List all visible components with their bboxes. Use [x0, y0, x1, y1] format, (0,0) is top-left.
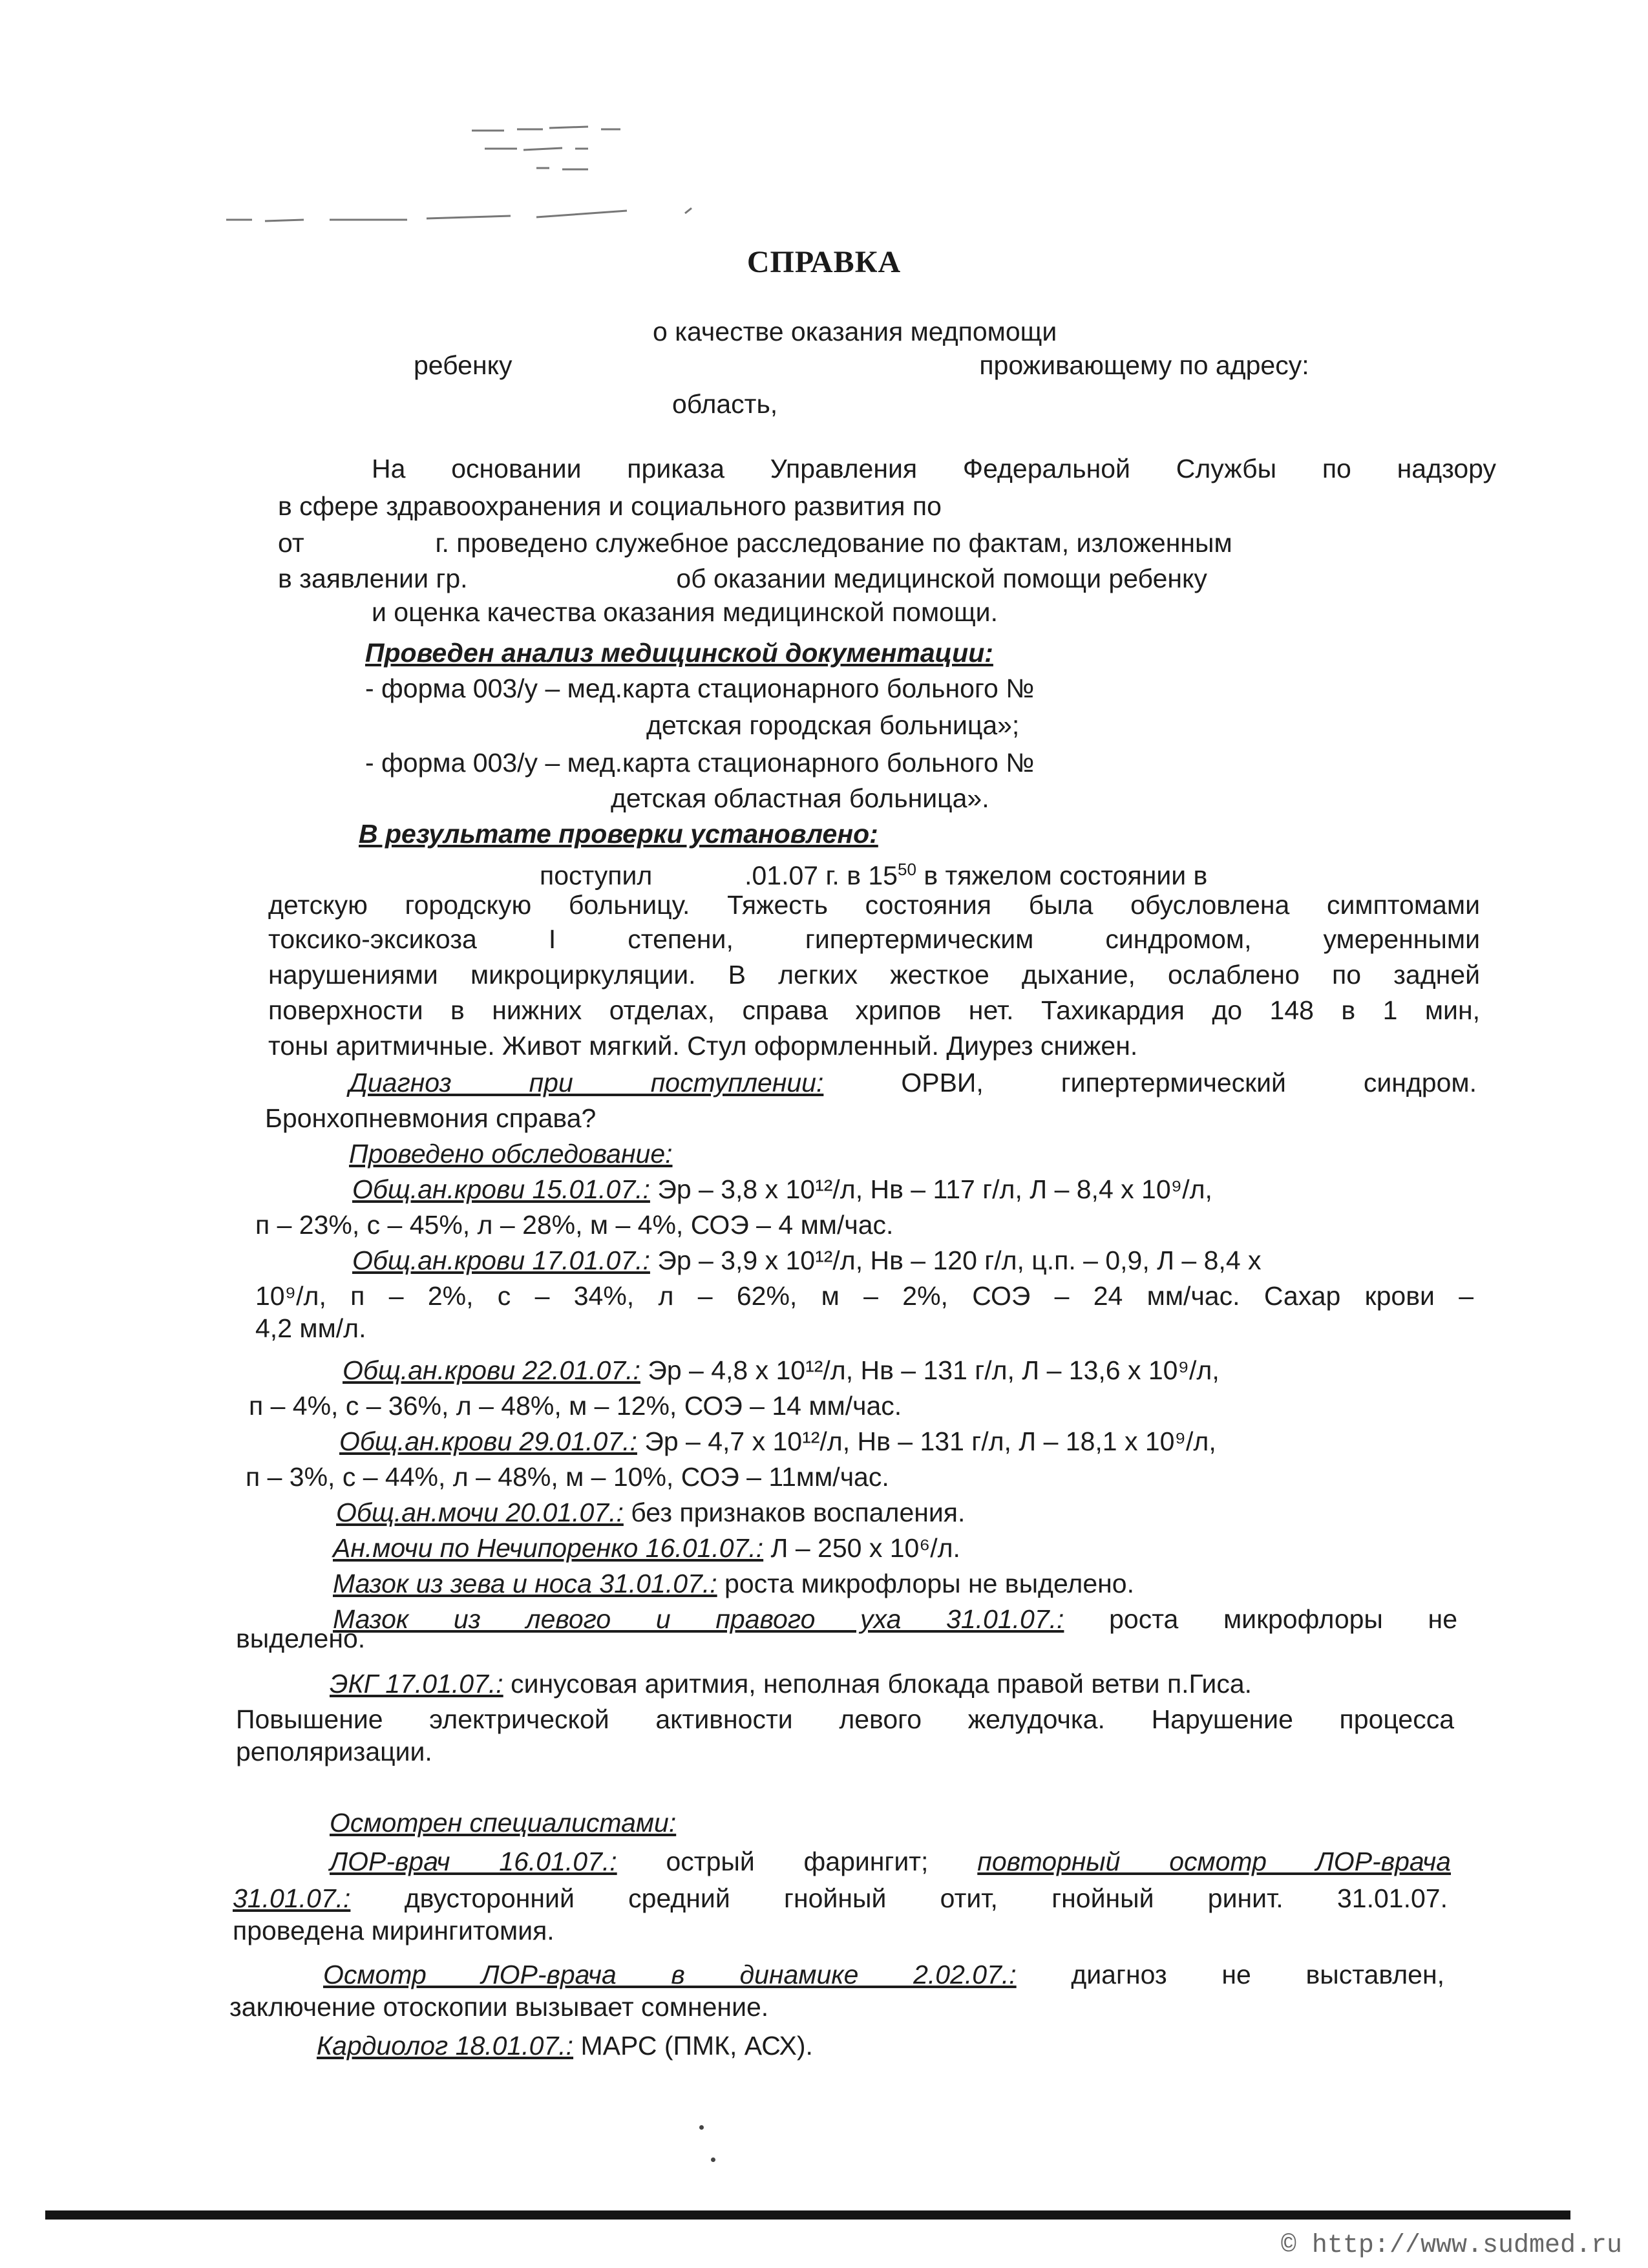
specialist-1-repeat-label: повторный осмотр ЛОР-врача: [977, 1847, 1451, 1876]
test-2: [352, 1244, 1262, 1277]
diagnosis-label: Диагноз при поступлении:: [349, 1068, 824, 1097]
test-1-text: Эр – 3,8 х 10¹²/л, Нв – 117 г/л, Л – 8,4 х 10⁹/л,: [657, 1174, 1212, 1204]
test-5-label: Общ.ан.мочи 20.01.07.:: [336, 1498, 624, 1527]
results-admitted: поступил: [540, 860, 653, 891]
test-7: [333, 1567, 1134, 1600]
results-line-4: нарушениями микроциркуляции. В легких жесткое дыхание, ослаблено по задней: [268, 960, 1480, 990]
specialist-3-label: Кардиолог 18.01.07.:: [317, 2031, 574, 2061]
diagnosis-cont: Бронхопневмония справа?: [265, 1103, 597, 1133]
specialist-1-cont-text: двусторонний средний гнойный отит, гнойный ринит. 31.01.07.: [404, 1883, 1448, 1913]
analysis-item-2: - форма 003/у – мед.карта стационарного больного №: [365, 748, 1035, 778]
specialist-1: [330, 1845, 1451, 1878]
redacted-date: [312, 530, 428, 556]
results-time-minutes: 50: [898, 860, 916, 879]
specialist-1-text: острый фарингит;: [666, 1847, 929, 1876]
test-6: [333, 1532, 960, 1564]
intro-date-prefix: от: [278, 528, 304, 558]
test-6-label: Ан.мочи по Нечипоренко 16.01.07.:: [333, 1533, 764, 1563]
specialist-1-label: ЛОР-врач 16.01.07.:: [330, 1847, 617, 1876]
ekg-line: [330, 1668, 1252, 1700]
results-line-2: детскую городскую больницу. Тяжесть состояния была обусловлена симптомами: [268, 890, 1480, 920]
ekg-label: ЭКГ 17.01.07.:: [330, 1669, 503, 1699]
results-heading: В результате проверки установлено:: [359, 819, 878, 849]
specialist-2: [323, 1958, 1444, 1991]
results-line-1: [540, 853, 1207, 892]
test-8-label: Мазок из левого и правого уха 31.01.07.:: [333, 1604, 1064, 1634]
results-line-3: токсико-эксикоза I степени, гипертермическим синдромом, умеренными: [268, 924, 1480, 954]
ekg-cont-1: Повышение электрической активности левого желудочка. Нарушение процесса: [236, 1704, 1454, 1734]
diagnosis-line: [349, 1066, 1477, 1099]
watermark: © http://www.sudmed.ru: [1280, 2231, 1622, 2260]
scan-edge-bar: [45, 2210, 1570, 2220]
results-line-5: поверхности в нижних отделах, справа хрипов нет. Тахикардия до 148 в 1 мин,: [268, 995, 1480, 1025]
test-3-label: Общ.ан.крови 22.01.07.:: [343, 1355, 640, 1385]
test-8-cont: выделено.: [236, 1624, 366, 1653]
specialist-1-cont-2: проведена мирингитомия.: [233, 1916, 555, 1945]
specialist-1-cont: [233, 1882, 1448, 1914]
test-4-text: Эр – 4,7 х 10¹²/л, Нв – 131 г/л, Л – 18,1 х 10⁹/л,: [644, 1426, 1216, 1456]
intro-line-5: и оценка качества оказания медицинской помощи.: [372, 597, 998, 627]
scan-dot: [699, 2125, 704, 2130]
specialist-2-text: диагноз не выставлен,: [1071, 1960, 1444, 1989]
analysis-heading: Проведен анализ медицинской документации:: [365, 638, 993, 668]
results-date-time: .01.07 г. в 15: [745, 860, 898, 891]
test-8: [333, 1603, 1457, 1635]
test-2-cont-2: 4,2 мм/л.: [255, 1313, 366, 1343]
intro-line-4-text: об оказании медицинской помощи ребенку: [676, 564, 1207, 593]
intro-line-2: в сфере здравоохранения и социального развития по: [278, 491, 942, 521]
specialist-3: [317, 2030, 813, 2062]
test-8-text: роста микрофлоры не: [1109, 1604, 1457, 1634]
intro-line-3: [278, 527, 1232, 559]
specialist-2-label: Осмотр ЛОР-врача в динамике 2.02.07.:: [323, 1960, 1017, 1989]
test-4-label: Общ.ан.крови 29.01.07.:: [339, 1426, 637, 1456]
subtitle-line-3: область,: [672, 389, 778, 419]
test-5: [336, 1496, 965, 1529]
test-2-cont-1: 10⁹/л, п – 2%, с – 34%, л – 62%, м – 2%, СОЭ – 24 мм/час. Сахар крови –: [255, 1281, 1474, 1311]
test-3-cont: п – 4%, с – 36%, л – 48%, м – 12%, СОЭ – 14 мм/час.: [249, 1391, 902, 1421]
analysis-item-1: - форма 003/у – мед.карта стационарного больного №: [365, 673, 1035, 703]
intro-line-4: [278, 562, 1207, 595]
specialist-3-text: МАРС (ПМК, АСХ).: [580, 2031, 813, 2061]
test-1: [352, 1173, 1212, 1205]
test-4: [339, 1425, 1216, 1457]
test-3: [343, 1354, 1220, 1386]
ekg-cont-2: реполяризации.: [236, 1737, 432, 1766]
results-line-6: тоны аритмичные. Живот мягкий. Стул оформленный. Диурез снижен.: [268, 1031, 1138, 1061]
subtitle-address-label: проживающему по адресу:: [979, 350, 1309, 380]
specialist-1-cont-label: 31.01.07.:: [233, 1883, 351, 1913]
document-title: СПРАВКА: [746, 245, 902, 279]
specialist-2-cont: заключение отоскопии вызывает сомнение.: [229, 1992, 769, 2022]
test-6-text: Л – 250 х 10⁶/л.: [770, 1533, 960, 1563]
intro-applicant-prefix: в заявлении гр.: [278, 564, 468, 593]
subtitle-recipient-label: ребенку: [414, 350, 512, 380]
redacted-name: [520, 352, 972, 378]
redacted-applicant: [475, 566, 669, 591]
exam-heading: Проведено обследование:: [349, 1139, 673, 1169]
specialists-heading: Осмотрен специалистами:: [330, 1808, 677, 1838]
redacted-day: [660, 863, 737, 889]
analysis-item-2-cont: детская областная больница».: [611, 783, 989, 813]
test-7-label: Мазок из зева и носа 31.01.07.:: [333, 1569, 717, 1598]
results-condition: в тяжелом состоянии в: [924, 860, 1208, 891]
subtitle-line-1: о качестве оказания медпомощи: [653, 317, 1057, 346]
test-1-cont: п – 23%, с – 45%, л – 28%, м – 4%, СОЭ – 4 мм/час.: [255, 1210, 894, 1240]
intro-line-1: На основании приказа Управления Федеральной Службы по надзору: [372, 454, 1496, 483]
subtitle-line-2: [414, 349, 1309, 381]
test-4-cont: п – 3%, с – 44%, л – 48%, м – 10%, СОЭ – 11мм/час.: [246, 1462, 889, 1492]
test-3-text: Эр – 4,8 х 10¹²/л, Нв – 131 г/л, Л – 13,6 х 10⁹/л,: [648, 1355, 1220, 1385]
test-2-label: Общ.ан.крови 17.01.07.:: [352, 1245, 650, 1275]
test-1-label: Общ.ан.крови 15.01.07.:: [352, 1174, 650, 1204]
scan-dot: [711, 2157, 715, 2162]
test-7-text: роста микрофлоры не выделено.: [724, 1569, 1134, 1598]
test-2-text: Эр – 3,9 х 10¹²/л, Нв – 120 г/л, ц.п. – 0,9, Л – 8,4 х: [657, 1245, 1262, 1275]
test-5-text: без признаков воспаления.: [631, 1498, 966, 1527]
ekg-text: синусовая аритмия, неполная блокада правой ветви п.Гиса.: [511, 1669, 1252, 1699]
intro-line-3-text: г. проведено служебное расследование по фактам, изложенным: [435, 528, 1232, 558]
scan-noise-marks: [213, 110, 730, 246]
diagnosis-text: ОРВИ, гипертермический синдром.: [901, 1068, 1477, 1097]
analysis-item-1-cont: детская городская больница»;: [646, 710, 1020, 740]
